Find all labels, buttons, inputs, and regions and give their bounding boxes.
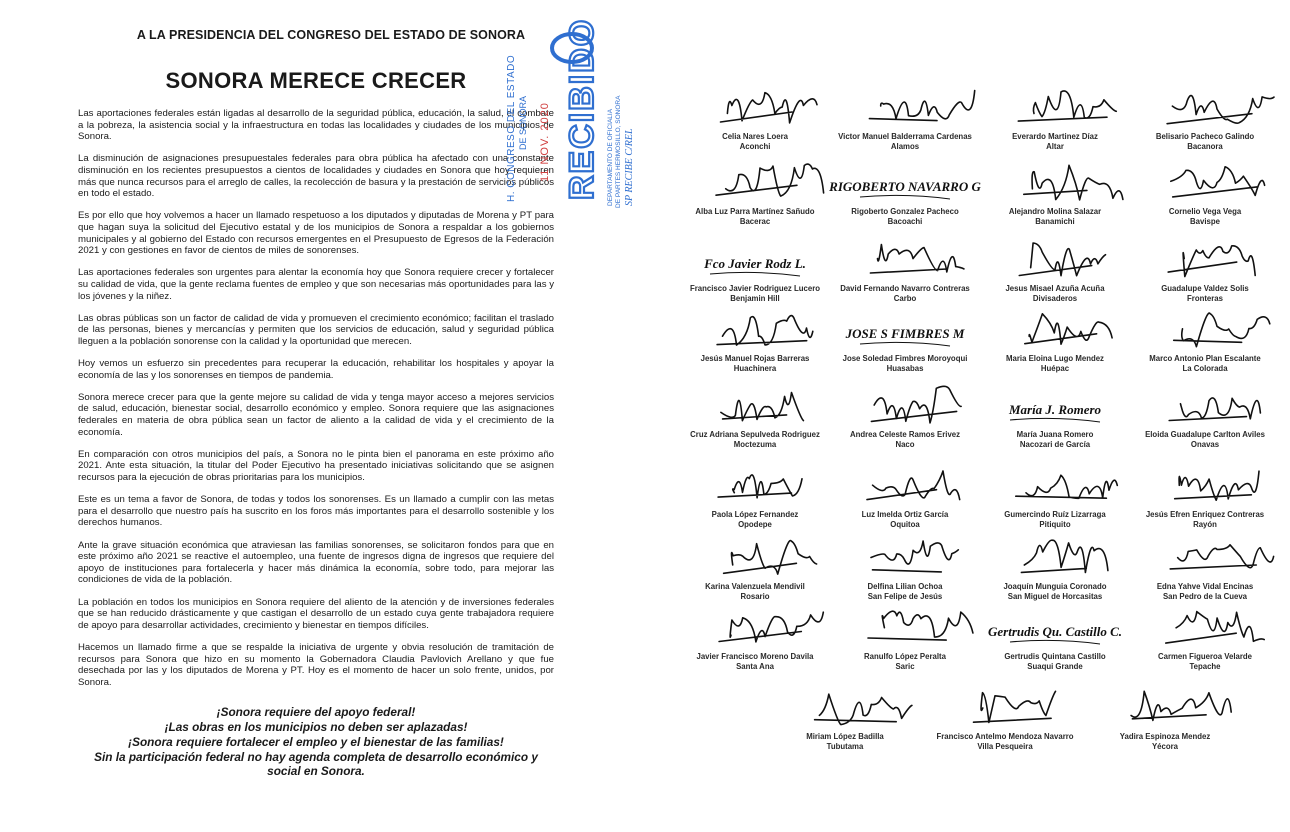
signer-name: Edna Yahve Vidal Encinas [1156, 582, 1254, 591]
signature-block [820, 80, 990, 151]
signature-scribble [990, 302, 1120, 354]
signer-name: Karina Valenzuela Mendivil [705, 582, 805, 591]
slogan: Sin la participación federal no hay agenda completa de desarrollo económico y social en Sonora. [94, 749, 538, 779]
signature-scribble [690, 155, 820, 207]
signer-name: Everardo Martinez Díaz [1012, 132, 1098, 141]
signature-block [820, 600, 990, 671]
signature-scribble [840, 232, 970, 284]
signer-municipality: San Pedro de la Cueva [1162, 591, 1248, 601]
signature-block [1120, 80, 1290, 151]
signature-scribble [840, 600, 970, 652]
signature-block [820, 302, 990, 373]
signer-name: Rigoberto Gonzalez Pacheco [851, 207, 959, 216]
signature-scribble [1140, 302, 1270, 354]
signature-block [1120, 530, 1290, 601]
signer-name: Jesús Manuel Rojas Barreras [700, 354, 810, 363]
signature-scribble [690, 378, 820, 430]
signer-municipality: Banamichi [1035, 216, 1075, 226]
signature-block [1120, 232, 1290, 303]
signature-scribble [990, 530, 1120, 582]
signer-municipality: Rosario [740, 591, 770, 601]
signer-name: Ranulfo López Peralta [864, 652, 946, 661]
signer-municipality: Bavispe [1190, 216, 1220, 226]
signer-name: María Juana Romero [1016, 430, 1094, 439]
handwritten-signature-text: Gertrudis Qu. Castillo C. [987, 624, 1123, 639]
signature-scribble [690, 458, 820, 510]
signature-block [670, 80, 840, 151]
stamp-city-text: DE PARTES HERMOSILLO, SONORA [615, 95, 622, 208]
signer-municipality: Tepache [1189, 661, 1221, 671]
stamp-state-text: DE SONORA [518, 95, 528, 150]
signature-block [970, 530, 1140, 601]
signature-scribble [990, 232, 1120, 284]
signer-name: Jesús Efren Enriquez Contreras [1145, 510, 1265, 519]
signature-block [670, 530, 840, 601]
signature-scribble [1140, 155, 1270, 207]
signature-block [1120, 302, 1290, 373]
signature-scribble [840, 378, 970, 430]
signature-block [820, 232, 990, 303]
signature-scribble [987, 600, 1123, 652]
signature-scribble [1140, 530, 1270, 582]
signer-name: Guadalupe Valdez Solis [1161, 284, 1249, 293]
signer-name: Joaquín Munguia Coronado [1003, 582, 1107, 591]
signer-name: Francisco Antelmo Mendoza Navarro [936, 732, 1074, 741]
signer-municipality: Nacozari de García [1019, 439, 1091, 449]
signer-name: Delfina Lilian Ochoa [867, 582, 943, 591]
handwritten-signature-text: María J. Romero [1008, 402, 1102, 417]
signer-municipality: Santa Ana [736, 661, 774, 671]
signer-name: Maria Eloina Lugo Mendez [1006, 354, 1104, 363]
signer-name: Francisco Javier Rodriguez Lucero [690, 284, 820, 293]
signer-name: Gertrudis Quintana Castillo [1004, 652, 1106, 661]
signer-municipality: Oquitoa [890, 519, 920, 529]
paragraph: En comparación con otros municipios del país, a Sonora no le pinta bien el panorama en este próximo año 2021. Ante esta situación, la titular del Poder Ejecutivo ha presentado iniciativas solicitando que se asignen recursos para la ejecución de obras prioritarias para los municipios. [78, 448, 554, 483]
paragraph: Las aportaciones federales son urgentes para alentar la economía hoy que Sonora requiere crecer y fortalecer su calidad de vida, que la gente reclama fuentes de empleo y que son necesarias más oportunidades para las y los jóvenes y la niñez. [78, 267, 554, 302]
stamp-circle [552, 34, 592, 62]
signer-municipality: Saric [895, 661, 915, 671]
stamp-entity-text: H. CONGRESO DEL ESTADO [506, 54, 517, 202]
signature-block [970, 80, 1140, 151]
signature-scribble [990, 378, 1120, 430]
signature-scribble [990, 458, 1120, 510]
signature-scribble [840, 80, 970, 132]
signer-municipality: Moctezuma [733, 439, 777, 449]
signer-municipality: Fronteras [1187, 293, 1223, 303]
signature-scribble [1100, 680, 1230, 732]
document-title: SONORA MERECE CRECER [165, 68, 467, 93]
paragraph: Este es un tema a favor de Sonora, de todas y todos los sonorenses. Es un llamado a cumplir con las metas para el desarrollo que nuestro país ha suscrito en los foros más importantes para el desarrollo sostenible y los derechos humanos. [78, 494, 554, 529]
signature-block [920, 680, 1090, 751]
signature-scribble [829, 155, 981, 207]
slogan: ¡Las obras en los municipios no deben ser aplazadas! [164, 720, 468, 735]
signature-block [1120, 458, 1290, 529]
signer-municipality: Tubutama [826, 741, 864, 751]
signer-municipality: Huépac [1040, 363, 1070, 373]
signature-block [820, 530, 990, 601]
signer-name: Javier Francisco Moreno Davila [696, 652, 814, 661]
signer-municipality: Yécora [1151, 741, 1178, 751]
signature-scribble [840, 458, 970, 510]
paragraph: Es por ello que hoy volvemos a hacer un llamado respetuoso a los diputados y diputadas de Morena y PT para que hagan suya la solicitud del Ejecutivo estatal y de los municipios de Sonora a respaldar a los gobiernos municipales y al gobierno del Estado con recursos emergentes en el Presupuesto de Egresos de la Federación 2021 y con gestiones en favor de cientos de miles de sonorenses. [78, 210, 554, 257]
stamp-handwritten-note: SP RECIBE C/REL [624, 128, 635, 206]
signature-scribble [1140, 378, 1270, 430]
signature-block [820, 378, 990, 449]
signer-name: Miriam López Badilla [806, 732, 884, 741]
signature-scribble [840, 302, 970, 354]
signer-municipality: Naco [895, 439, 915, 449]
signer-name: Luz Imelda Ortiz García [861, 510, 949, 519]
signer-name: Jose Soledad Fimbres Moroyoqui [842, 354, 968, 363]
signature-block [670, 458, 840, 529]
signature-block [970, 600, 1140, 671]
signer-municipality: Onavas [1190, 439, 1220, 449]
signature-scribble [940, 680, 1070, 732]
signer-municipality: Divisaderos [1032, 293, 1078, 303]
signer-municipality: San Miguel de Horcasitas [1007, 591, 1103, 601]
signer-municipality: Suaqui Grande [1027, 661, 1083, 671]
signer-municipality: Rayón [1193, 519, 1217, 529]
signer-municipality: Benjamin Hill [730, 293, 780, 303]
signer-name: Eloida Guadalupe Carlton Aviles [1145, 430, 1265, 439]
signer-name: Andrea Celeste Ramos Erivez [849, 430, 961, 439]
signer-municipality: Huasabas [886, 363, 924, 373]
signer-name: David Fernando Navarro Contreras [840, 284, 970, 293]
signature-block [970, 378, 1140, 449]
signature-block [1080, 680, 1250, 751]
signature-block [820, 458, 990, 529]
signer-name: Victor Manuel Balderrama Cardenas [838, 132, 972, 141]
signer-municipality: Bacerac [739, 216, 771, 226]
signature-scribble [690, 302, 820, 354]
signature-block [1120, 378, 1290, 449]
signer-municipality: Alamos [890, 141, 920, 151]
signer-name: Gumercindo Ruíz Lizarraga [1004, 510, 1106, 519]
handwritten-signature-text: RIGOBERTO NAVARRO G [829, 179, 981, 194]
signer-municipality: Altar [1046, 141, 1064, 151]
paragraph: Las obras públicas son un factor de calidad de vida y promueven el crecimiento económico; facilitan el traslado de las personas, bienes y mercancías y permiten que los servicios de educación, salud y seguridad pública lleguen a la población sonorense con la calidad y la oportunidad que merecen. [78, 312, 554, 347]
signer-name: Carmen Figueroa Velarde [1157, 652, 1253, 661]
signer-municipality: San Felipe de Jesús [867, 591, 943, 601]
signature-block [670, 155, 840, 226]
handwritten-signature-text: Fco Javier Rodz L. [704, 256, 806, 271]
signer-name: Marco Antonio Plan Escalante [1149, 354, 1261, 363]
signer-name: Belisario Pacheco Galindo [1155, 132, 1255, 141]
signature-scribble [690, 600, 820, 652]
letter-page [78, 28, 554, 818]
signature-scribble [690, 530, 820, 582]
signer-municipality: La Colorada [1182, 363, 1228, 373]
signatures-section [660, 80, 1265, 760]
signature-scribble [1140, 80, 1270, 132]
signature-scribble [1140, 458, 1270, 510]
slogan: ¡Sonora requiere del apoyo federal! [216, 705, 416, 720]
addressee-heading: A LA PRESIDENCIA DEL CONGRESO DEL ESTADO DE SONORA [136, 28, 526, 42]
stamp-date-text: 11 NOV. 2020 [539, 102, 551, 182]
slogans [78, 705, 554, 779]
signer-name: Cruz Adriana Sepulveda Rodriguez [690, 430, 820, 439]
signer-name: Cornelio Vega Vega [1168, 207, 1242, 216]
signature-scribble [990, 155, 1120, 207]
signature-block [970, 302, 1140, 373]
paragraph: Las aportaciones federales están ligadas al desarrollo de la seguridad pública, educación, la salud, el combate a la pobreza, la asistencia social y la infraestructura en todas las localidades y ciudades de los municipios de Sonora. [78, 108, 554, 143]
signature-block [670, 302, 840, 373]
paragraph: La disminución de asignaciones presupuestales federales para obra pública ha afectado con una constante disminución en los recientes presupuestos a cientos de localidades y ciudades en Sonora que hoy requieren más que nunca recursos para el arreglo de calles, la recolección de basura y la prestación de servicios públicos en todo el estado. [78, 153, 554, 200]
paragraph: Hoy vemos un esfuerzo sin precedentes para recuperar la educación, rehabilitar los hospitales y apoyar la economía de las y los sonorenses en tiempos de pandemia. [78, 358, 554, 381]
signature-block [970, 458, 1140, 529]
stamp-received-text: RECIBIDO [563, 17, 601, 200]
signature-block [970, 232, 1140, 303]
signer-name: Jesus Misael Azuña Acuña [1005, 284, 1105, 293]
signature-block [670, 378, 840, 449]
paragraph: Sonora merece crecer para que la gente mejore su calidad de vida y tenga mayor acceso a mejores servicios de salud, educación, bienestar social, desarrollo económico y empleo. Sonora requiere que las asignaciones federales en materia de obra pública sean un factor de aliento a la calidad de vida y el crecimiento de la economía. [78, 391, 554, 438]
signature-scribble [990, 80, 1120, 132]
signer-municipality: Opodepe [738, 519, 772, 529]
signer-municipality: Huachinera [733, 363, 777, 373]
signer-municipality: Pitiquito [1039, 519, 1071, 529]
signature-block [820, 155, 990, 226]
signature-scribble [1140, 600, 1270, 652]
signature-block [1120, 155, 1290, 226]
signature-block [760, 680, 930, 751]
signer-municipality: Villa Pesqueira [977, 741, 1033, 751]
slogan: ¡Sonora requiere fortalecer el empleo y el bienestar de las familias! [128, 734, 504, 749]
signer-name: Paola López Fernandez [711, 510, 799, 519]
signer-name: Alejandro Molina Salazar [1008, 207, 1102, 216]
signer-municipality: Aconchi [739, 141, 771, 151]
signer-name: Alba Luz Parra Martínez Sañudo [695, 207, 815, 216]
signature-scribble [1140, 232, 1270, 284]
signature-block [670, 232, 840, 303]
signature-block [670, 600, 840, 671]
stamp-department-text: DEPARTAMENTO DE OFICIALIA [607, 108, 614, 206]
paragraph: La población en todos los municipios en Sonora requiere del aliento de la atención y de inversiones federales que se han reducido drásticamente y que castigan el desarrollo de un estado cuya gente trabajadora requiere de apoyo para desarrollar actividades, crecimiento y bienestar en tiempos difíciles. [78, 596, 554, 631]
signature-scribble [780, 680, 910, 732]
paragraph: Ante la grave situación económica que atraviesan las familias sonorenses, se solicitaron fondos para que en este próximo año 2021 se reactive el autoempleo, una fuente de ingresos digna de ingresos que requiere del apoyo de instituciones para fortalecerla y hacer más dinámica la economía, sobre todo, para mejorar las condiciones de vida de la población. [78, 539, 554, 586]
signature-scribble [690, 232, 820, 284]
signature-block [1120, 600, 1290, 671]
handwritten-signature-text: JOSE S FIMBRES M [845, 326, 965, 341]
signer-municipality: Carbo [893, 293, 917, 303]
paragraph: Hacemos un llamado firme a que se respalde la iniciativa de urgente y obvia resolución de tramitación de recursos para Sonora que hizo en su momento la Gobernadora Claudia Pavlovich Arellano y que fue desechada por las y los diputados de Morena y PT. Hoy es el momento de hacer un solo frente, unidos, por Sonora. [78, 641, 554, 688]
signature-block [970, 155, 1140, 226]
signer-name: Yadira Espinoza Mendez [1119, 732, 1211, 741]
signer-municipality: Bacanora [1187, 141, 1223, 151]
signature-scribble [690, 80, 820, 132]
signature-scribble [840, 530, 970, 582]
signer-name: Celia Nares Loera [722, 132, 788, 141]
signer-municipality: Bacoachi [887, 216, 923, 226]
